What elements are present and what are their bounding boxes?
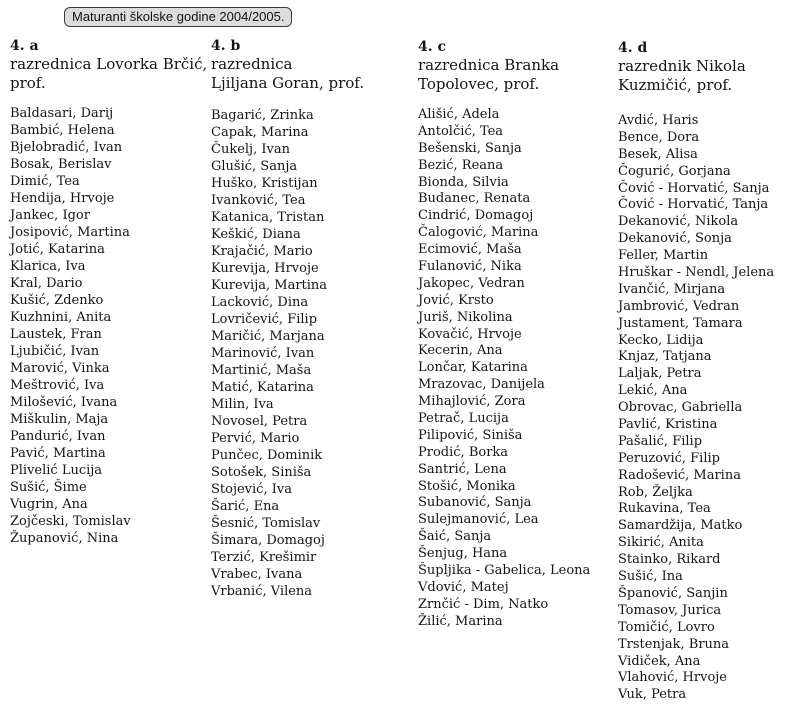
student-name: Vugrin, Ana xyxy=(10,497,88,512)
student-name: Čalogović, Marina xyxy=(418,225,539,241)
student-name: Mrazovac, Danijela xyxy=(418,377,545,393)
student-name: Milin, Iva xyxy=(211,397,274,412)
student-name: Jambrović, Vedran xyxy=(618,298,740,314)
student-name: Matić, Katarina xyxy=(211,380,314,395)
student-name: Jotić, Katarina xyxy=(10,242,105,257)
student-name: Šesnić, Tomislav xyxy=(211,516,321,531)
student-name: Čović - Horvatić, Tanja xyxy=(618,197,769,213)
student-name: Bambić, Helena xyxy=(10,123,115,138)
class-name: 4. a xyxy=(10,38,39,54)
student-name: Jović, Krsto xyxy=(418,292,494,308)
student-name: Katanica, Tristan xyxy=(211,210,325,225)
student-name: Dekanović, Sonja xyxy=(618,231,732,247)
student-name: Pavić, Martina xyxy=(10,446,106,461)
student-name: Šaić, Sanja xyxy=(418,529,492,545)
student-name: Vdović, Matej xyxy=(418,579,509,595)
student-name: Ivančić, Mirjana xyxy=(618,281,726,297)
student-name: Antolčić, Tea xyxy=(418,123,504,139)
student-name: Radošević, Marina xyxy=(618,467,741,483)
student-name: Miškulin, Maja xyxy=(10,412,109,427)
student-name: Vlahović, Hrvoje xyxy=(618,670,727,686)
student-name: Španović, Sanjin xyxy=(618,585,728,601)
student-name: Bence, Dora xyxy=(618,129,700,145)
student-name: Šupljika - Gabelica, Leona xyxy=(418,563,591,579)
student-name: Bešenski, Sanja xyxy=(418,140,522,156)
student-name: Besek, Alisa xyxy=(618,146,698,162)
student-list xyxy=(618,113,774,704)
student-name: Stainko, Rikard xyxy=(618,552,721,568)
student-name: Kušić, Zdenko xyxy=(10,293,104,308)
student-name: Glušić, Sanja xyxy=(211,159,298,174)
student-name: Lacković, Dina xyxy=(211,295,309,310)
student-list xyxy=(10,105,207,547)
student-name: Maričić, Marjana xyxy=(211,329,325,344)
student-name: Budanec, Renata xyxy=(418,191,531,207)
student-name: Pilipović, Siniša xyxy=(418,427,523,443)
student-list xyxy=(211,107,364,600)
student-name: Kral, Dario xyxy=(10,276,83,291)
class-teacher-line-1: razrednica Branka xyxy=(418,56,560,74)
student-name: Zrnčić - Dim, Natko xyxy=(418,596,549,612)
student-name: Plivelić Lucija xyxy=(10,463,103,478)
student-name: Kovačić, Hrvoje xyxy=(418,326,522,342)
student-name: Pervić, Mario xyxy=(211,431,300,446)
student-name: Subanović, Sanja xyxy=(418,495,532,511)
student-name: Županović, Nina xyxy=(10,531,119,546)
student-name: Šimara, Domagoj xyxy=(211,533,325,548)
student-name: Ecimović, Maša xyxy=(418,242,522,258)
student-name: Jakopec, Vedran xyxy=(418,275,525,291)
student-name: Bjelobradić, Ivan xyxy=(10,140,123,155)
student-name: Juriš, Nikolina xyxy=(418,309,513,325)
student-name: Martinić, Maša xyxy=(211,363,312,378)
student-name: Kurevija, Martina xyxy=(211,278,328,293)
student-name: Pavlić, Kristina xyxy=(618,417,718,433)
class-teacher-line-2: Ljiljana Goran, prof. xyxy=(211,74,365,92)
student-name: Šarić, Ena xyxy=(211,499,280,514)
student-name: Bezić, Reana xyxy=(418,157,504,173)
student-name: Ljubičić, Ivan xyxy=(10,344,100,359)
student-name: Dekanović, Nikola xyxy=(618,214,739,230)
student-name: Vrabec, Ivana xyxy=(211,567,303,582)
student-name: Prodić, Borka xyxy=(418,444,509,460)
student-name: Pandurić, Ivan xyxy=(10,429,106,444)
student-name: Kuzhnini, Anita xyxy=(10,310,112,325)
student-name: Baldasari, Darij xyxy=(10,106,114,121)
student-name: Hendija, Hrvoje xyxy=(10,191,115,206)
student-name: Lončar, Katarina xyxy=(418,360,528,376)
student-name: Avdić, Haris xyxy=(618,113,699,128)
student-name: Cindrić, Domagoj xyxy=(418,208,534,224)
student-name: Krajačić, Mario xyxy=(211,244,313,259)
student-name: Santrić, Lena xyxy=(418,461,507,477)
student-name: Keškić, Diana xyxy=(211,227,301,242)
student-name: Trstenjak, Bruna xyxy=(618,636,730,652)
class-name: 4. d xyxy=(618,40,648,56)
student-name: Obrovac, Gabriella xyxy=(618,400,743,416)
student-name: Čović - Horvatić, Sanja xyxy=(618,180,770,196)
student-list xyxy=(418,107,590,631)
student-name: Šenjug, Hana xyxy=(418,546,508,562)
student-name: Kecerin, Ana xyxy=(418,343,503,359)
student-name: Tomasov, Jurica xyxy=(618,602,722,618)
student-name: Kurevija, Hrvoje xyxy=(211,261,319,276)
student-name: Klarica, Iva xyxy=(10,259,86,274)
student-name: Jankec, Igor xyxy=(10,208,90,223)
student-name: Ališić, Adela xyxy=(418,107,500,122)
class-column-4b xyxy=(211,37,364,600)
student-name: Novosel, Petra xyxy=(211,414,308,429)
student-name: Marović, Vinka xyxy=(10,361,110,376)
student-name: Josipović, Martina xyxy=(10,225,130,240)
student-name: Vuk, Petra xyxy=(618,687,687,703)
student-name: Feller, Martin xyxy=(618,248,709,264)
student-name: Zojčeski, Tomislav xyxy=(10,514,131,529)
student-name: Meštrović, Iva xyxy=(10,378,105,393)
student-name: Bagarić, Zrinka xyxy=(211,108,314,123)
class-column-4d xyxy=(618,39,774,704)
student-name: Hruškar - Nendl, Jelena xyxy=(618,265,775,281)
student-name: Bosak, Berislav xyxy=(10,157,112,172)
student-name: Laljak, Petra xyxy=(618,366,702,382)
student-name: Terzić, Krešimir xyxy=(211,550,317,565)
student-name: Rob, Željka xyxy=(618,484,693,500)
student-name: Čogurić, Gorjana xyxy=(618,163,731,179)
student-name: Sušić, Ina xyxy=(618,569,683,585)
class-teacher-line-2: Topolovec, prof. xyxy=(418,75,540,93)
section-title-badge: Maturanti školske godine 2004/2005. xyxy=(64,7,292,27)
student-name: Bionda, Silvia xyxy=(418,174,509,190)
student-name: Laustek, Fran xyxy=(10,327,102,342)
student-name: Lekić, Ana xyxy=(618,383,688,399)
student-name: Vidiček, Ana xyxy=(618,653,701,669)
student-name: Vrbanić, Vilena xyxy=(211,584,313,599)
student-name: Lovričević, Filip xyxy=(211,312,318,327)
class-column-4a xyxy=(10,37,207,547)
student-name: Ivanković, Tea xyxy=(211,193,306,208)
student-name: Sotošek, Siniša xyxy=(211,465,312,480)
student-name: Punčec, Dominik xyxy=(211,448,323,463)
student-name: Peruzović, Filip xyxy=(618,450,720,466)
student-name: Petrač, Lucija xyxy=(418,411,509,427)
class-teacher-line-1: razrednica xyxy=(211,55,293,73)
student-name: Fulanović, Nika xyxy=(418,259,522,275)
student-name: Dimić, Tea xyxy=(10,174,80,189)
class-teacher-line-1: razrednica Lovorka Brčić, xyxy=(10,55,208,73)
student-name: Pašalić, Filip xyxy=(618,433,703,449)
student-name: Stošić, Monika xyxy=(418,478,516,494)
student-name: Marinović, Ivan xyxy=(211,346,315,361)
student-name: Kecko, Lidija xyxy=(618,332,704,348)
class-teacher-line-2: prof. xyxy=(10,74,46,92)
class-teacher-line-1: razrednik Nikola xyxy=(618,57,746,75)
student-name: Milošević, Ivana xyxy=(10,395,118,410)
student-name: Knjaz, Tatjana xyxy=(618,349,712,365)
student-name: Čukelj, Ivan xyxy=(211,142,290,157)
student-name: Samardžija, Matko xyxy=(618,518,743,534)
student-name: Capak, Marina xyxy=(211,125,309,140)
class-column-4c xyxy=(418,38,590,631)
student-name: Mihajlović, Zora xyxy=(418,394,526,410)
student-name: Stojević, Iva xyxy=(211,482,292,497)
class-teacher-line-2: Kuzmičić, prof. xyxy=(618,76,733,94)
student-name: Huško, Kristijan xyxy=(211,176,318,191)
class-name: 4. c xyxy=(418,39,447,55)
student-name: Sušić, Šime xyxy=(10,480,87,495)
student-name: Sulejmanović, Lea xyxy=(418,512,539,528)
student-name: Tomičić, Lovro xyxy=(618,619,715,635)
class-name: 4. b xyxy=(211,38,241,54)
student-name: Sikirić, Anita xyxy=(618,535,704,551)
student-name: Rukavina, Tea xyxy=(618,501,711,517)
student-name: Žilić, Marina xyxy=(418,613,503,629)
student-name: Justament, Tamara xyxy=(618,315,743,331)
